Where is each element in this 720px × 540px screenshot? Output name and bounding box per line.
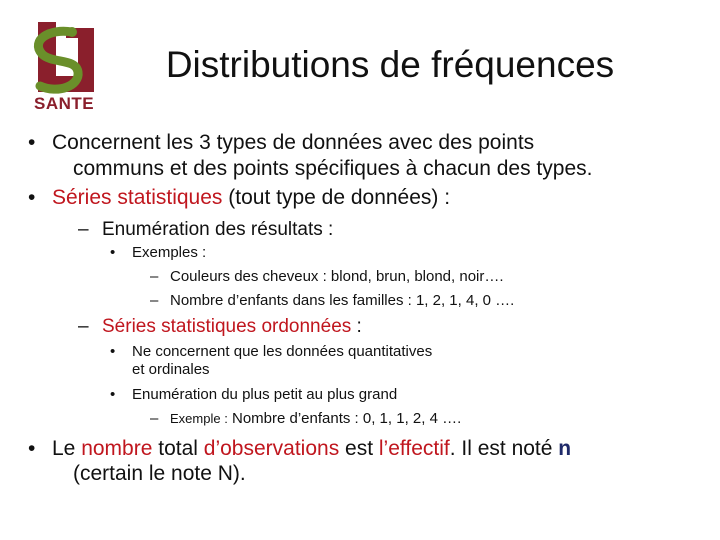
logo-text: SANTE [34, 94, 95, 113]
text-part: . Il est noté [449, 437, 559, 460]
sub-dash: – [150, 292, 159, 309]
highlight-observations: d’observations [203, 437, 340, 460]
text-part: est [339, 437, 379, 460]
bullet-dot: • [28, 186, 36, 209]
page-title: Distributions de fréquences [165, 44, 615, 85]
bullet-dot: • [110, 386, 116, 403]
sub-2-b-example [170, 410, 461, 427]
bullet-2-rest: (tout type de données) : [222, 186, 451, 209]
bullet-2 [52, 186, 450, 210]
sub-1: Enumération des résultats : [102, 219, 334, 240]
bullet-dot: • [110, 343, 116, 360]
bullet-1-line-1: Concernent les 3 types de données avec des points [52, 131, 535, 154]
bullet-1-line-2: communs et des points spécifiques à chacun des types. [73, 157, 593, 180]
symbol-n: n [558, 437, 572, 460]
sub-2-highlight: Séries statistiques ordonnées [102, 316, 352, 337]
sub-dash: – [150, 268, 159, 285]
bullet-dot: • [110, 244, 116, 261]
highlight-effectif: l’effectif [378, 437, 450, 460]
example-text: Nombre d’enfants : 0, 1, 1, 2, 4 …. [227, 410, 462, 427]
sub-2 [102, 316, 362, 338]
text-part: Le [52, 437, 82, 460]
sub-2-rest: : [351, 316, 362, 337]
sub-1-a-ii: Nombre d’enfants dans les familles : 1, 2, 1, 4, 0 …. [170, 292, 515, 309]
sub-1-a-i: Couleurs des cheveux : blond, brun, blond, noir…. [170, 268, 504, 285]
sub-2-a-line-1: Ne concernent que les données quantitatives [132, 343, 433, 360]
bullet-3-line-2: (certain le note N). [73, 462, 246, 485]
sub-2-a-line-2: et ordinales [132, 361, 210, 378]
sub-2-b: Enumération du plus petit au plus grand [132, 386, 398, 403]
example-label: Exemple : [170, 411, 228, 426]
bullet-3-line-1 [52, 437, 571, 461]
sub-dash: – [78, 316, 89, 337]
bullet-dot: • [28, 131, 36, 154]
sub-dash: – [78, 219, 89, 240]
bullet-dot: • [28, 437, 36, 460]
bullet-2-highlight: Séries statistiques [52, 186, 223, 209]
sub-1-a: Exemples : [132, 244, 207, 261]
highlight-nombre: nombre [81, 437, 153, 460]
text-part: total [152, 437, 204, 460]
sub-dash: – [150, 410, 159, 427]
